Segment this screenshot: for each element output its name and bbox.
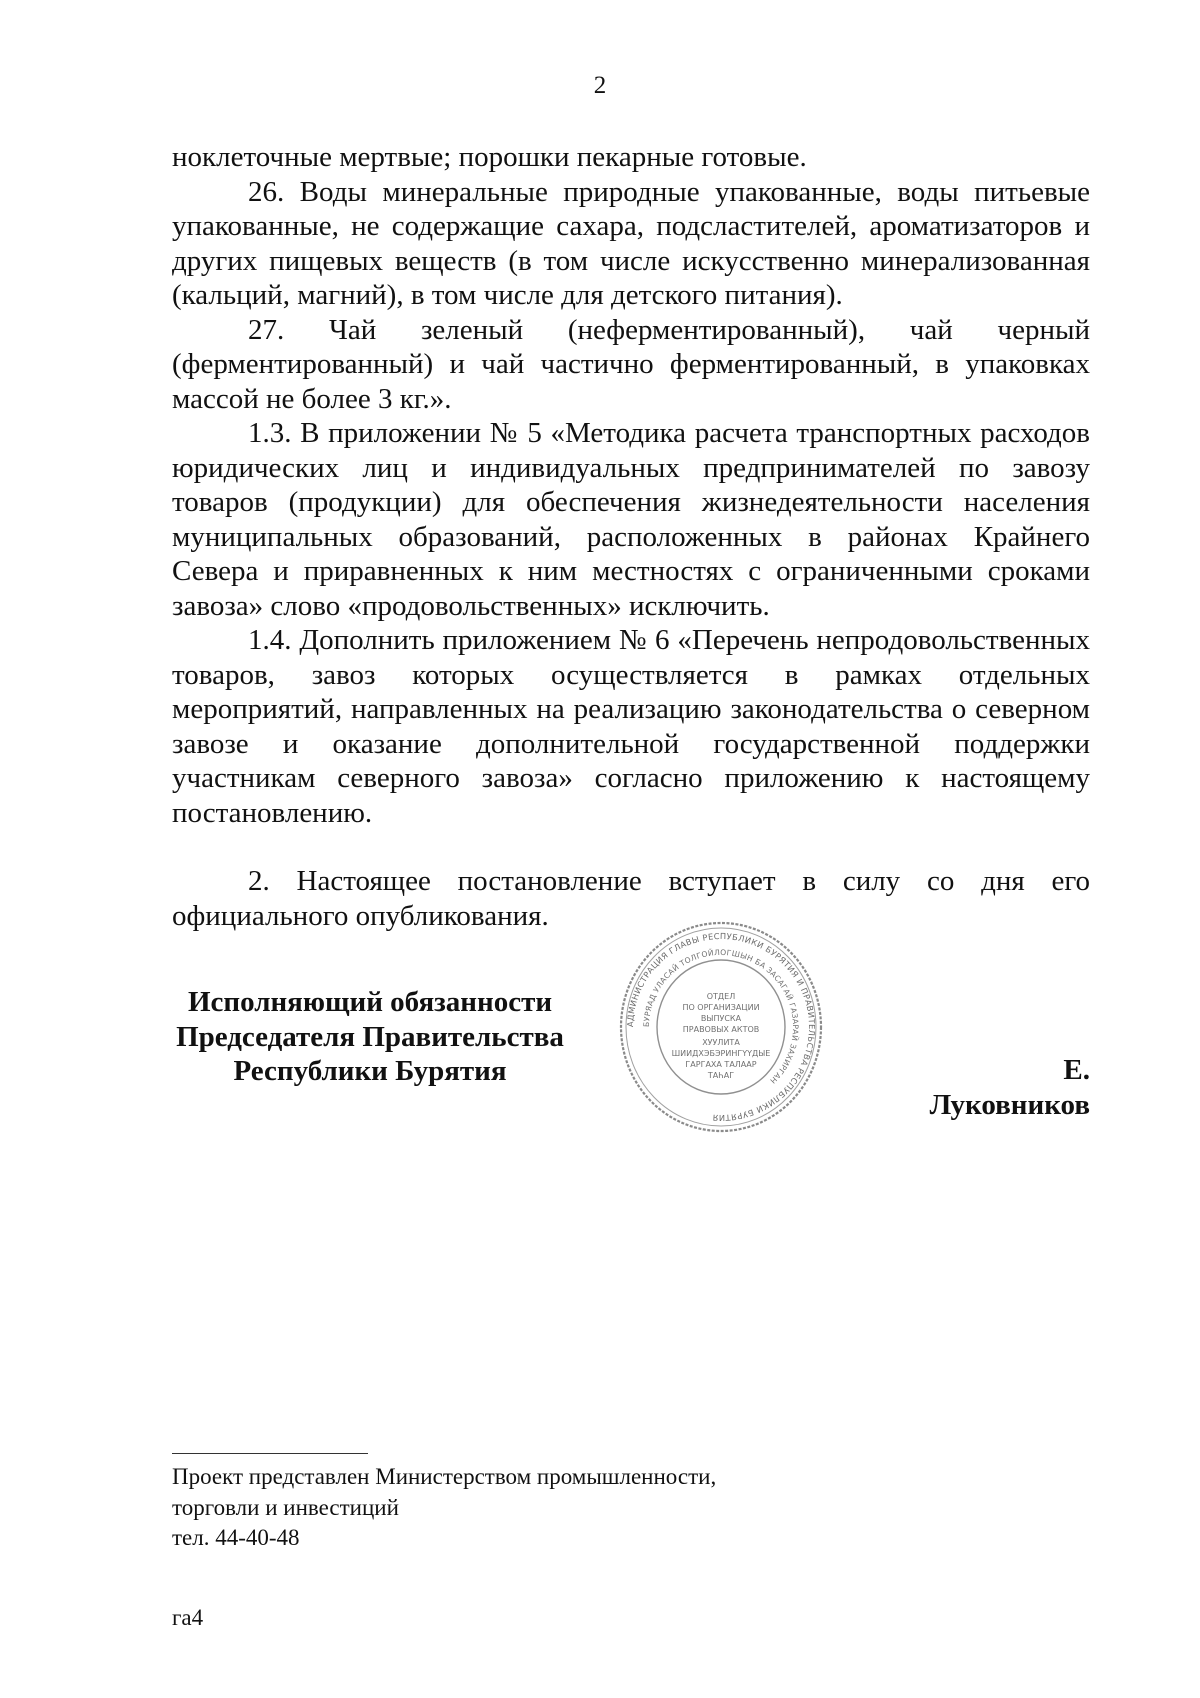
document-body	[172, 140, 1090, 933]
paragraph-continuation: ноклеточные мертвые; порошки пекарные готовые.	[172, 141, 807, 173]
seal-inner-ring-text: БУРЯАД УЛАСАЙ ТОЛГОЙЛОГШЫН БА ЗАСАГАЙ ГАЗАРАЙ ЗАХИРГАН	[641, 947, 801, 1086]
paragraph-1-3: 1.3. В приложении № 5 «Методика расчета транспортных расходов юридических лиц и индивидуальных предпринимателей по завозу товаров (продукции) для обеспечения жизнедеятельности населения муниципальных образований, расположенных в районах Крайнего Севера и приравненных к ним местностях с ограниченными сроками завоза» слово «продовольственных» исключить.	[172, 417, 1090, 622]
seal-center-line-4: ПРАВОВЫХ АКТОВ	[682, 1025, 760, 1034]
signatory-title-line-3: Республики Бурятия	[233, 1055, 507, 1087]
signatory-title-line-1: Исполняющий обязанности	[187, 986, 553, 1018]
footnote-divider	[172, 1453, 368, 1454]
paragraph-2: 2. Настоящее постановление вступает в силу со дня его официального опубликования.	[172, 865, 1090, 932]
seal-center-line-8: ТАҺАГ	[707, 1071, 735, 1080]
signer-name: Е. Луковников	[929, 1054, 1090, 1121]
seal-center-line-5: ХУУЛИТА	[702, 1038, 740, 1047]
seal-center-line-2: ПО ОРГАНИЗАЦИИ	[682, 1003, 760, 1012]
paragraph-item-27: 27. Чай зеленый (неферментированный), чай черный (ферментированный) и чай частично ферментированный, в упаковках массой не более 3 кг.».	[172, 313, 1090, 415]
seal-center-line-6: ШИИДХЭБЭРИНГҮҮДЫЕ	[671, 1049, 771, 1058]
footnote-line-2: торговли и инвестиций	[172, 1494, 399, 1520]
paragraph-item-26: 26. Воды минеральные природные упакованные, воды питьевые упакованные, не содержащие сахара, подсластителей, ароматизаторов и других пищевых веществ (в том числе искусственно минерализованная (кальций, магний), в том числе для детского питания).	[172, 175, 1090, 311]
seal-outer-ring-text: АДМИНИСТРАЦИЯ ГЛАВЫ РЕСПУБЛИКИ БУРЯТИЯ И ПРАВИТЕЛЬСТВА РЕСПУБЛИКИ БУРЯТИЯ	[624, 930, 818, 1124]
paragraph-1-4: 1.4. Дополнить приложением № 6 «Перечень непродовольственных товаров, завоз которых осуществляется в рамках отдельных мероприятий, направленных на реализацию законодательства о северном завозе и оказание дополнительной государственной поддержки участникам северного завоза» согласно приложению к настоящему постановлению.	[172, 624, 1090, 829]
page-number: 2	[593, 72, 607, 99]
seal-center-line-3: ВЫПУСКА	[700, 1014, 742, 1023]
document-code: га4	[172, 1605, 204, 1630]
signatory-title-line-2: Председателя Правительства	[176, 1020, 564, 1053]
signatory-title	[160, 985, 580, 1089]
footnote	[172, 1462, 716, 1554]
seal-center-line-7: ГАРГАХА ТАЛААР	[685, 1060, 757, 1069]
footnote-line-1: Проект представлен Министерством промышленности,	[172, 1464, 717, 1489]
seal-center-line-1: ОТДЕЛ	[706, 992, 736, 1001]
official-seal-icon	[616, 917, 826, 1137]
paragraph-gap	[172, 830, 1090, 864]
footnote-phone: тел. 44-40-48	[172, 1525, 300, 1550]
